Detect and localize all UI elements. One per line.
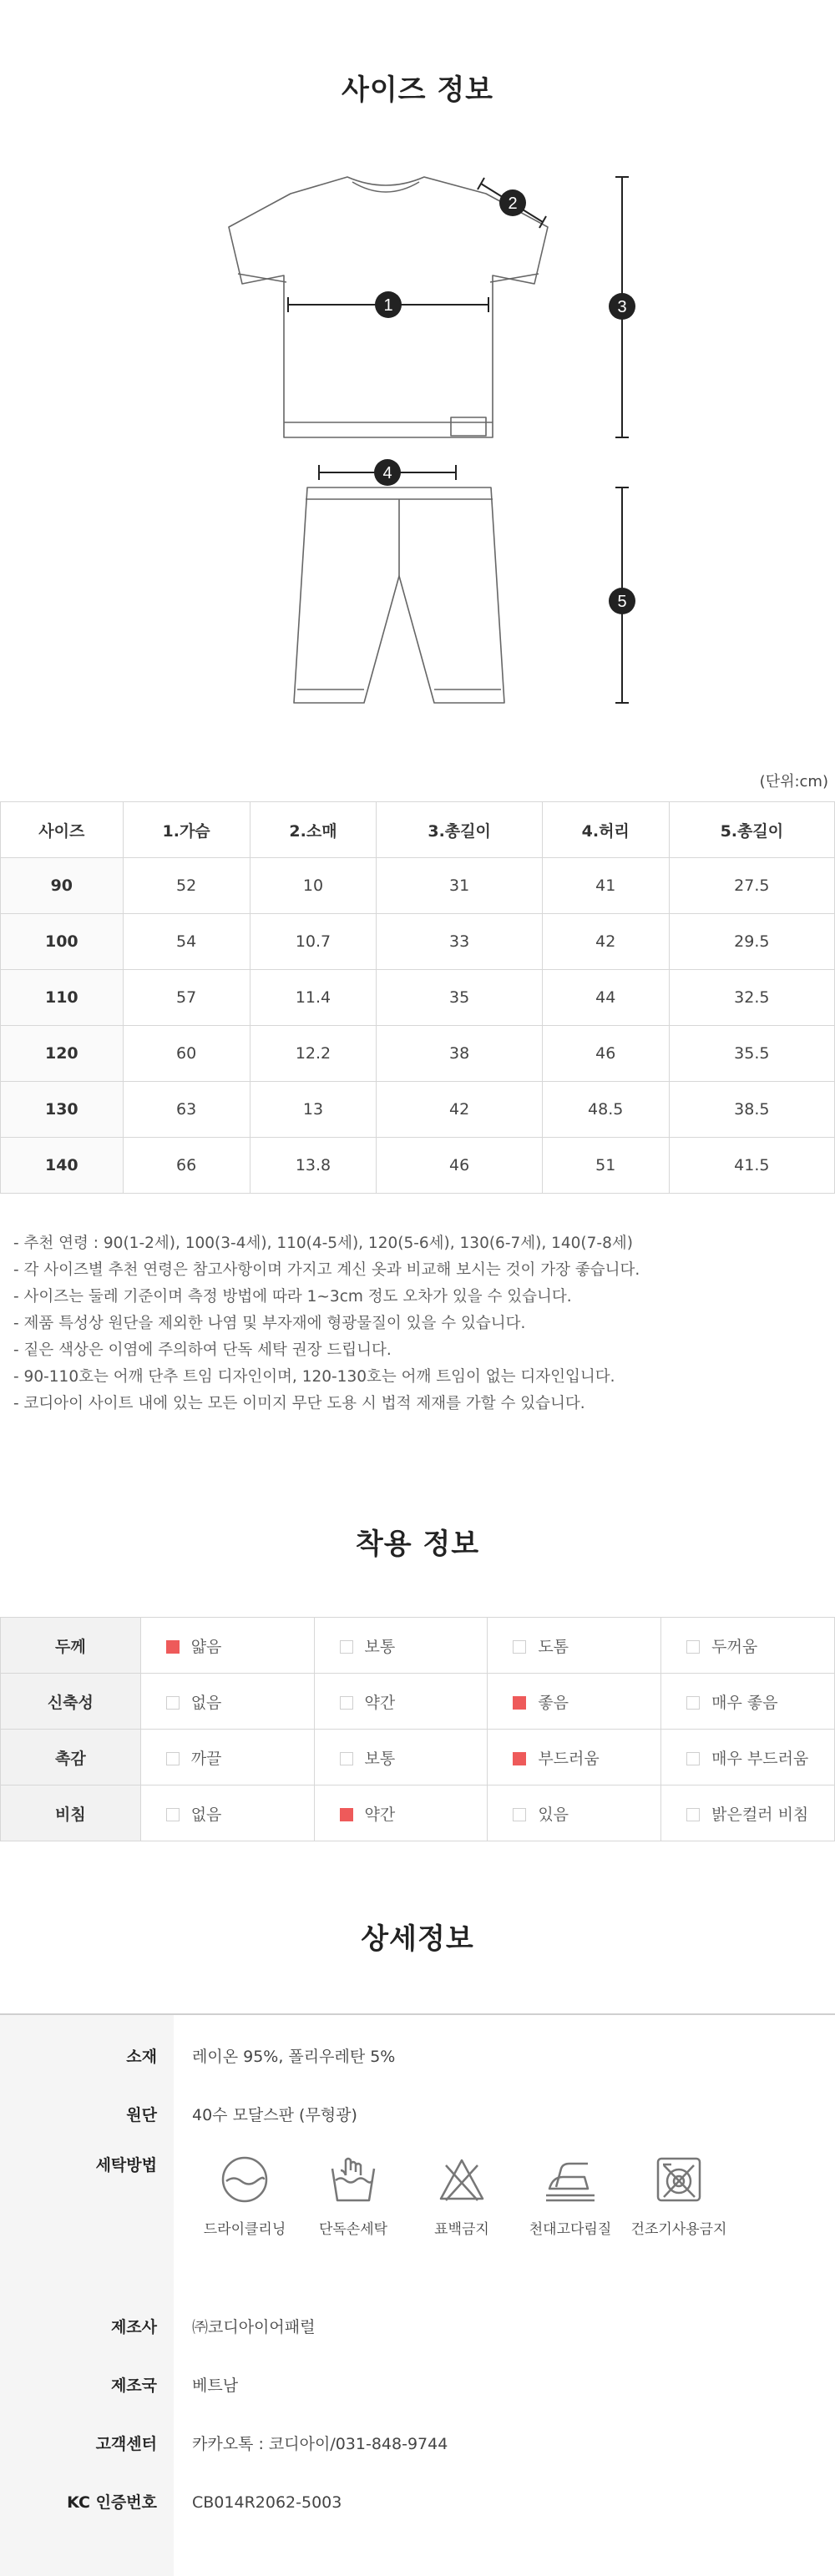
checked-box-icon [513, 1696, 526, 1710]
size-cell: 140 [1, 1138, 124, 1194]
wear-option-label: 까끌 [190, 1749, 222, 1768]
detail-value: 카카오톡 : 코디아이/031-848-9744 [192, 2435, 448, 2453]
measure-cell: 63 [123, 1082, 250, 1138]
wear-option-label: 밝은컬러 비침 [711, 1805, 809, 1824]
table-row [1, 914, 835, 970]
detail-value: CB014R2062-5003 [192, 2493, 342, 2512]
detail-row-fabric [0, 2099, 835, 2132]
no-tumble-dry-icon [653, 2154, 705, 2205]
unchecked-box-icon [686, 1808, 700, 1821]
svg-text:5: 5 [617, 593, 627, 611]
iron-cloth-icon [544, 2154, 596, 2205]
unchecked-box-icon [686, 1752, 700, 1765]
measure-marker-3 [609, 293, 635, 320]
measure-cell: 41 [542, 858, 669, 914]
wear-option-label: 좋음 [538, 1693, 569, 1712]
measure-cell: 46 [377, 1138, 542, 1194]
measure-cell: 35 [377, 970, 542, 1026]
detail-value: ㈜코디아이어패럴 [192, 2318, 316, 2336]
wear-row-label: 두께 [1, 1618, 141, 1674]
table-row [1, 858, 835, 914]
hand-wash-icon [327, 2154, 379, 2205]
unchecked-box-icon [513, 1808, 526, 1821]
wear-row-label: 신축성 [1, 1674, 141, 1730]
wear-option [314, 1730, 488, 1786]
table-row [1, 1026, 835, 1082]
note-item: - 코디아이 사이트 내에 있는 모든 이미지 무단 도용 시 법적 제재를 가할 수 있습니다. [13, 1395, 585, 1412]
detail-label: KC 인증번호 [67, 2493, 157, 2512]
size-cell: 90 [1, 858, 124, 914]
svg-text:3: 3 [617, 298, 627, 316]
measure-cell: 38.5 [669, 1082, 834, 1138]
svg-text:2: 2 [508, 194, 518, 213]
measure-cell: 35.5 [669, 1026, 834, 1082]
col-header: 3.총길이 [377, 802, 542, 858]
detail-row-country [0, 2369, 835, 2402]
unchecked-box-icon [166, 1752, 180, 1765]
measure-cell: 12.2 [250, 1026, 377, 1082]
wear-row [1, 1674, 835, 1730]
measure-marker-4 [374, 459, 401, 486]
measure-cell: 66 [123, 1138, 250, 1194]
unchecked-box-icon [340, 1696, 353, 1710]
wear-option [140, 1786, 314, 1841]
measure-cell: 13.8 [250, 1138, 377, 1194]
measure-cell: 32.5 [669, 970, 834, 1026]
wear-option [314, 1786, 488, 1841]
wear-option [488, 1618, 661, 1674]
wear-option [488, 1730, 661, 1786]
measure-cell: 60 [123, 1026, 250, 1082]
wear-row-label: 비침 [1, 1786, 141, 1841]
wash-label: 드라이클리닝 [203, 2221, 286, 2238]
unchecked-box-icon [340, 1640, 353, 1654]
wash-label: 표백금지 [434, 2221, 489, 2238]
measure-cell: 10.7 [250, 914, 377, 970]
detail-label: 원단 [126, 2106, 157, 2124]
detail-row-manufacturer [0, 2311, 835, 2344]
measure-cell: 44 [542, 970, 669, 1026]
detail-label: 고객센터 [95, 2435, 157, 2453]
measure-cell: 51 [542, 1138, 669, 1194]
wear-info-title: 착용 정보 [355, 1528, 480, 1561]
table-row [1, 1082, 835, 1138]
wear-table [0, 1617, 835, 1841]
detail-label: 소재 [126, 2048, 157, 2066]
no-bleach-icon [436, 2154, 488, 2205]
unchecked-box-icon [340, 1752, 353, 1765]
checked-box-icon [166, 1640, 180, 1654]
note-item: - 사이즈는 둘레 기준이며 측정 방법에 따라 1~3cm 정도 오차가 있을 수 있습니다. [13, 1288, 572, 1306]
measure-cell: 42 [377, 1082, 542, 1138]
size-cell: 100 [1, 914, 124, 970]
wash-item-no-tumble-dry [625, 2154, 733, 2238]
wear-option-label: 없음 [190, 1805, 222, 1824]
measure-cell: 10 [250, 858, 377, 914]
detail-row-kc [0, 2486, 835, 2519]
wear-option [314, 1618, 488, 1674]
wear-option [140, 1730, 314, 1786]
shorts-illustration [294, 487, 504, 703]
unchecked-box-icon [686, 1696, 700, 1710]
size-table [0, 801, 835, 1194]
detail-row-customer-center [0, 2427, 835, 2461]
svg-text:4: 4 [382, 464, 392, 482]
wear-option-label: 두꺼움 [711, 1637, 758, 1656]
measure-cell: 31 [377, 858, 542, 914]
wear-option [140, 1618, 314, 1674]
detail-value: 베트남 [192, 2376, 239, 2395]
wear-option-label: 부드러움 [538, 1749, 600, 1768]
col-header: 2.소매 [250, 802, 377, 858]
detail-row-material [0, 2040, 835, 2073]
note-item: - 각 사이즈별 추천 연령은 참고사항이며 가지고 계신 옷과 비교해 보시는 것이 가장 좋습니다. [13, 1261, 640, 1279]
size-cell: 130 [1, 1082, 124, 1138]
wear-row-label: 촉감 [1, 1730, 141, 1786]
wash-item-hand-wash [299, 2154, 407, 2238]
wash-item-dry-clean [190, 2154, 299, 2238]
wear-option-label: 없음 [190, 1693, 222, 1712]
unchecked-box-icon [513, 1640, 526, 1654]
measure-marker-1 [375, 291, 402, 318]
wear-option-label: 약간 [364, 1693, 396, 1712]
wash-item-no-bleach [407, 2154, 516, 2238]
note-item: - 제품 특성상 원단을 제외한 나염 및 부자재에 형광물질이 있을 수 있습니다. [13, 1315, 526, 1332]
note-item: - 90-110호는 어깨 단추 트임 디자인이며, 120-130호는 어깨 트임이 없는 디자인입니다. [13, 1368, 615, 1386]
svg-text:1: 1 [383, 296, 393, 315]
wash-item-iron [516, 2154, 625, 2238]
size-diagram [0, 150, 835, 735]
wear-row [1, 1618, 835, 1674]
wear-option-label: 보통 [364, 1749, 396, 1768]
wear-option [488, 1786, 661, 1841]
detail-label: 제조국 [110, 2376, 157, 2395]
col-header: 1.가슴 [123, 802, 250, 858]
wear-option [140, 1674, 314, 1730]
wash-label: 천대고다림질 [529, 2221, 612, 2238]
note-item: - 추천 연령 : 90(1-2세), 100(3-4세), 110(4-5세), 120(5-6세), 130(6-7세), 140(7-8세) [13, 1235, 633, 1252]
measure-cell: 54 [123, 914, 250, 970]
measure-cell: 41.5 [669, 1138, 834, 1194]
wear-option [314, 1674, 488, 1730]
size-cell: 120 [1, 1026, 124, 1082]
wash-label: 단독손세탁 [318, 2221, 388, 2238]
measure-cell: 13 [250, 1082, 377, 1138]
wear-option-label: 보통 [364, 1637, 396, 1656]
unit-label: (단위:cm) [759, 773, 828, 790]
table-row [1, 1138, 835, 1194]
measure-cell: 38 [377, 1026, 542, 1082]
note-item: - 짙은 색상은 이염에 주의하여 단독 세탁 권장 드립니다. [13, 1341, 392, 1359]
detail-info-title: 상세정보 [361, 1922, 474, 1956]
measure-cell: 57 [123, 970, 250, 1026]
checked-box-icon [340, 1808, 353, 1821]
measure-cell: 29.5 [669, 914, 834, 970]
col-header: 사이즈 [1, 802, 124, 858]
measure-marker-2 [499, 189, 526, 216]
wear-row [1, 1786, 835, 1841]
size-cell: 110 [1, 970, 124, 1026]
col-header: 4.허리 [542, 802, 669, 858]
wear-option-label: 약간 [364, 1805, 396, 1824]
size-notes [13, 1230, 640, 1417]
size-table-header [1, 802, 835, 858]
detail-label: 제조사 [110, 2318, 157, 2336]
dry-clean-icon [219, 2154, 271, 2205]
wear-option [488, 1674, 661, 1730]
detail-value: 40수 모달스판 (무형광) [192, 2106, 357, 2124]
measure-cell: 42 [542, 914, 669, 970]
checked-box-icon [513, 1752, 526, 1765]
detail-value: 레이온 95%, 폴리우레탄 5% [192, 2048, 396, 2066]
measure-cell: 33 [377, 914, 542, 970]
unchecked-box-icon [166, 1696, 180, 1710]
wear-row [1, 1730, 835, 1786]
detail-label: 세탁방법 [95, 2156, 157, 2174]
measure-cell: 48.5 [542, 1082, 669, 1138]
measure-cell: 11.4 [250, 970, 377, 1026]
detail-table [0, 2013, 835, 2576]
unchecked-box-icon [686, 1640, 700, 1654]
wear-option-label: 있음 [538, 1805, 569, 1824]
size-info-title: 사이즈 정보 [341, 73, 494, 107]
wear-option [661, 1730, 835, 1786]
wear-option-label: 얇음 [190, 1637, 222, 1656]
col-header: 5.총길이 [669, 802, 834, 858]
wear-option [661, 1674, 835, 1730]
table-row [1, 970, 835, 1026]
wear-option-label: 매우 좋음 [711, 1693, 778, 1712]
wear-option [661, 1786, 835, 1841]
measure-cell: 27.5 [669, 858, 834, 914]
unchecked-box-icon [166, 1808, 180, 1821]
measure-marker-5 [609, 588, 635, 614]
wear-option-label: 매우 부드러움 [711, 1749, 809, 1768]
measure-cell: 52 [123, 858, 250, 914]
wash-label: 건조기사용금지 [630, 2221, 727, 2238]
wear-option [661, 1618, 835, 1674]
wear-option-label: 도톰 [538, 1637, 569, 1656]
measure-cell: 46 [542, 1026, 669, 1082]
